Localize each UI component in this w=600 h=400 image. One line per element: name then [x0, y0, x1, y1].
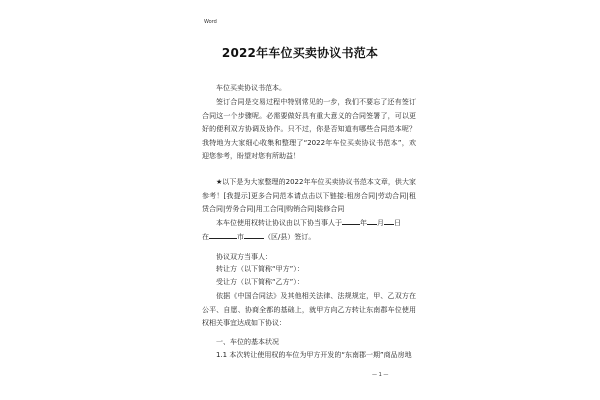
day-blank: [384, 217, 394, 225]
paragraph-4: 依据《中国合同法》及其他相关法律、法规规定，甲、乙双方在公平、自愿、协商全都的基础上，就甲方向乙方转让东南郡车位使用权相关事宜达成如下协议：: [202, 292, 416, 328]
para3-district: （区/县）签订。: [264, 232, 316, 241]
body-para2: [202, 176, 416, 217]
parties-heading: 协议双方当事人：: [216, 253, 272, 261]
para3-city: 市: [237, 232, 244, 241]
body-party-b: [202, 276, 416, 290]
city-blank: [209, 231, 237, 239]
body-clause1-1: [202, 349, 416, 363]
body-para4: [202, 290, 416, 331]
intro-line: 车位买卖协议书范本。: [216, 84, 286, 92]
para3-part2: 在: [202, 232, 209, 241]
para3-year: 年: [360, 219, 367, 227]
paragraph-1: 签订合同是交易过程中特别常见的一步，我们不要忘了还有签订合同这一个步骤呢。必需要做好具有重大意义的合同签署了，可以更好的便利双方协调及协作。只不过，你是否知道有哪些合同范本呢？我特地为大家细心收集和整理了“2022年车位买卖协议书范本”，欢迎您参考，盼望对您有所助益！: [202, 98, 416, 161]
year-blank: [342, 217, 360, 225]
paragraph-2: ★以下是为大家整理的2022年车位买卖协议书范本文章，供大家参考！[我提示]更多合同范本请点击以下链接:租房合同|劳动合同|租赁合同|劳务合同|用工合同|购销合同|装修合同: [202, 178, 416, 214]
paragraph-3: [202, 217, 416, 244]
para3-day: 日: [394, 219, 401, 227]
page-number: — 1 —: [372, 372, 389, 378]
body-para1: [202, 96, 416, 164]
month-blank: [367, 217, 377, 225]
para3-month: 月: [377, 219, 384, 227]
body-party-a: [202, 263, 416, 277]
body-intro: [202, 82, 416, 96]
party-a-line: 转让方（以下简称“甲方”）：: [216, 265, 304, 273]
app-label: Word: [204, 19, 217, 25]
section-1-heading: 一、车位的基本状况: [216, 338, 279, 346]
body-para3: [202, 217, 416, 244]
party-b-line: 受让方（以下简称“乙方”）：: [216, 278, 304, 286]
clause-1-1: 1.1 本次转让使用权的车位为甲方开发的“东南郡一期”商品房地: [216, 351, 412, 359]
body-section1: [202, 336, 416, 350]
district-blank: [244, 231, 264, 239]
document-title: 2022年车位买卖协议书范本: [221, 46, 379, 60]
para3-part1: 本车位使用权转让协议由以下协当事人于: [216, 219, 342, 227]
